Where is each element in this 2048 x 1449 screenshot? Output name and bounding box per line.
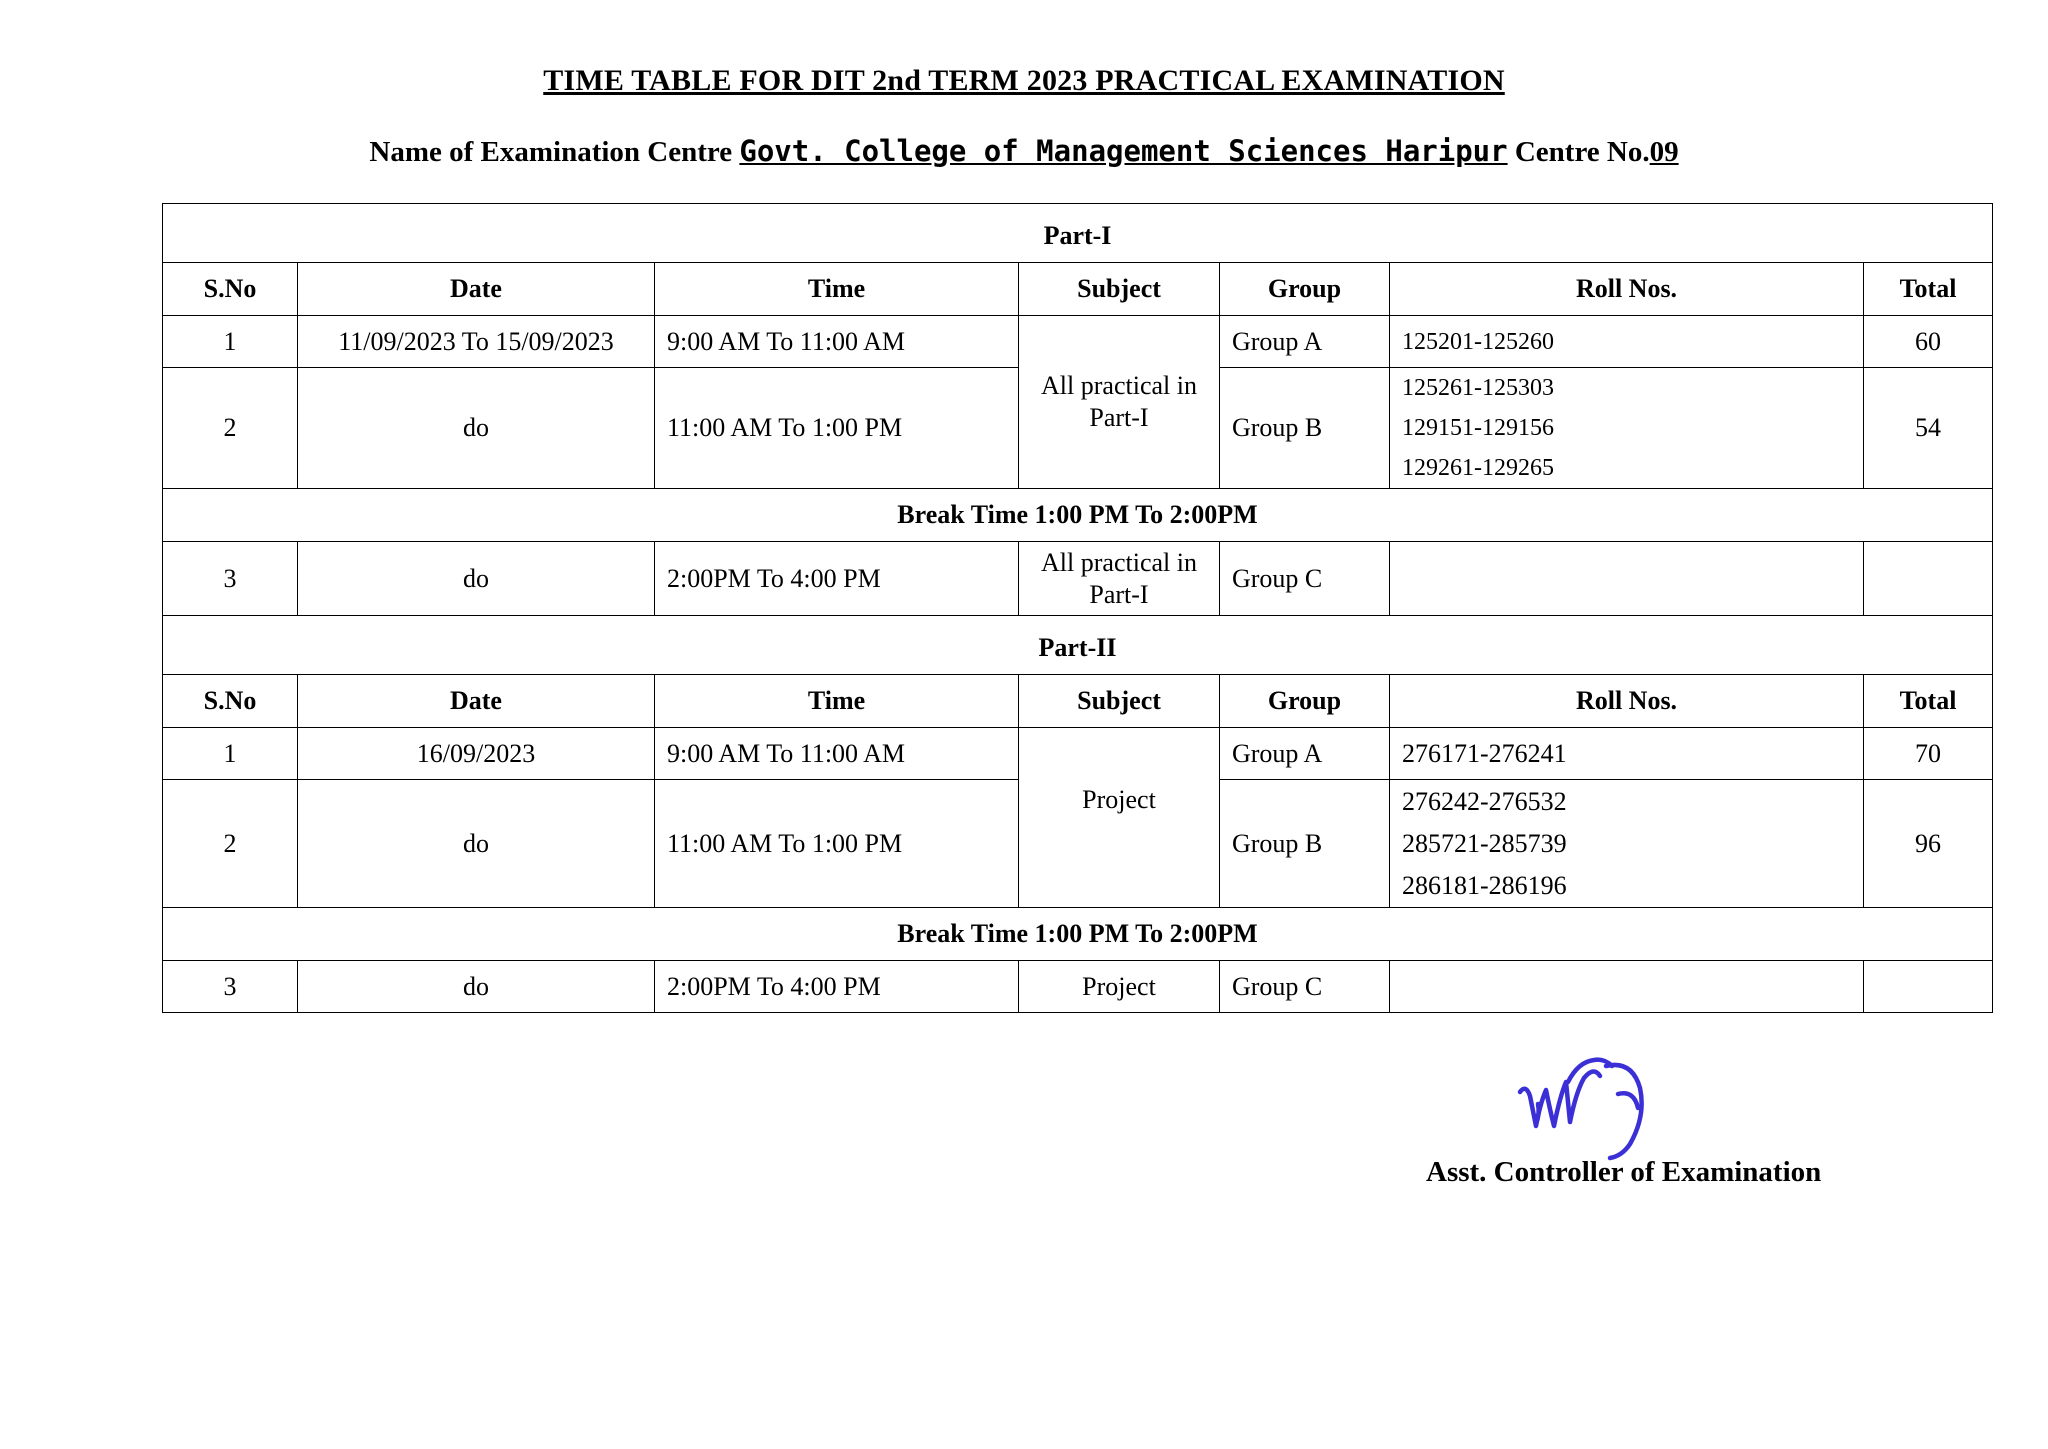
part1-heading-row <box>163 204 1993 263</box>
cell-subject: All practical in Part-I <box>1019 542 1220 616</box>
roll-range: 276242-276532 <box>1402 786 1567 816</box>
cell-roll <box>1390 780 1864 908</box>
col-time-header: Time <box>655 263 1019 316</box>
cell-sno: 1 <box>163 728 298 780</box>
exam-centre-line <box>0 134 2048 169</box>
cell-roll <box>1390 728 1864 780</box>
col-subject-header: Subject <box>1019 675 1220 728</box>
subject-text: Project <box>1082 785 1156 814</box>
break-time-label: Break Time 1:00 PM To 2:00PM <box>163 489 1993 542</box>
part1-header-row <box>163 263 1993 316</box>
cell-group: Group B <box>1220 368 1390 489</box>
cell-sno: 3 <box>163 961 298 1013</box>
roll-range: 276171-276241 <box>1402 738 1567 768</box>
signature-caption: Asst. Controller of Examination <box>1426 1156 1822 1188</box>
centre-no: 09 <box>1649 136 1679 168</box>
col-sno-header: S.No <box>163 263 298 316</box>
roll-range: 129261-129265 <box>1402 455 1554 481</box>
col-time-header: Time <box>655 675 1019 728</box>
cell-group: Group B <box>1220 780 1390 908</box>
table-row <box>163 728 1993 780</box>
cell-subject: Project <box>1019 961 1220 1013</box>
roll-range: 125201-125260 <box>1402 328 1554 355</box>
cell-sno: 3 <box>163 542 298 616</box>
roll-range: 285721-285739 <box>1402 828 1567 858</box>
col-total-header: Total <box>1864 675 1993 728</box>
cell-time: 2:00PM To 4:00 PM <box>655 961 1019 1013</box>
cell-sno: 1 <box>163 316 298 368</box>
col-date-header: Date <box>298 263 655 316</box>
cell-time: 9:00 AM To 11:00 AM <box>655 316 1019 368</box>
cell-sno: 2 <box>163 780 298 908</box>
centre-no-label: Centre No. <box>1514 136 1650 168</box>
document-title: TIME TABLE FOR DIT 2nd TERM 2023 PRACTICAL EXAMINATION <box>543 64 1505 97</box>
cell-group: Group A <box>1220 728 1390 780</box>
col-roll-header: Roll Nos. <box>1390 675 1864 728</box>
part1-break-row <box>163 489 1993 542</box>
cell-sno: 2 <box>163 368 298 489</box>
cell-total <box>1864 961 1993 1013</box>
cell-date: do <box>298 542 655 616</box>
signature-image <box>1508 1034 1708 1174</box>
table-row <box>163 316 1993 368</box>
cell-subject: All practical in Part-I <box>1019 316 1220 489</box>
cell-total <box>1864 542 1993 616</box>
centre-name: Govt. College of Management Sciences Haripur <box>739 134 1508 168</box>
col-group-header: Group <box>1220 263 1390 316</box>
centre-label: Name of Examination Centre <box>369 136 733 168</box>
col-roll-header: Roll Nos. <box>1390 263 1864 316</box>
table-row <box>163 542 1993 616</box>
cell-total: 54 <box>1864 368 1993 489</box>
part2-label: Part-II <box>163 616 1993 675</box>
cell-time: 9:00 AM To 11:00 AM <box>655 728 1019 780</box>
col-date-header: Date <box>298 675 655 728</box>
cell-subject <box>1019 728 1220 908</box>
col-group-header: Group <box>1220 675 1390 728</box>
cell-roll <box>1390 961 1864 1013</box>
part2-header-row <box>163 675 1993 728</box>
part1-label: Part-I <box>163 204 1993 263</box>
cell-time: 11:00 AM To 1:00 PM <box>655 780 1019 908</box>
break-time-label: Break Time 1:00 PM To 2:00PM <box>163 908 1993 961</box>
cell-group: Group C <box>1220 542 1390 616</box>
part2-break-row <box>163 908 1993 961</box>
cell-total: 96 <box>1864 780 1993 908</box>
roll-range: 286181-286196 <box>1402 870 1567 900</box>
part2-heading-row <box>163 616 1993 675</box>
cell-date: 16/09/2023 <box>298 728 655 780</box>
cell-date: do <box>298 368 655 489</box>
cell-group: Group C <box>1220 961 1390 1013</box>
cell-roll <box>1390 316 1864 368</box>
cell-date: do <box>298 961 655 1013</box>
cell-roll <box>1390 542 1864 616</box>
cell-time: 11:00 AM To 1:00 PM <box>655 368 1019 489</box>
col-subject-header: Subject <box>1019 263 1220 316</box>
cell-date: 11/09/2023 To 15/09/2023 <box>298 316 655 368</box>
roll-range: 125261-125303 <box>1402 375 1554 401</box>
col-sno-header: S.No <box>163 675 298 728</box>
col-total-header: Total <box>1864 263 1993 316</box>
cell-time: 2:00PM To 4:00 PM <box>655 542 1019 616</box>
cell-date: do <box>298 780 655 908</box>
cell-roll <box>1390 368 1864 489</box>
timetable <box>162 203 1993 1013</box>
cell-total: 60 <box>1864 316 1993 368</box>
signature-strokes <box>1520 1060 1642 1158</box>
table-row <box>163 961 1993 1013</box>
roll-range: 129151-129156 <box>1402 415 1554 441</box>
cell-group: Group A <box>1220 316 1390 368</box>
cell-total: 70 <box>1864 728 1993 780</box>
